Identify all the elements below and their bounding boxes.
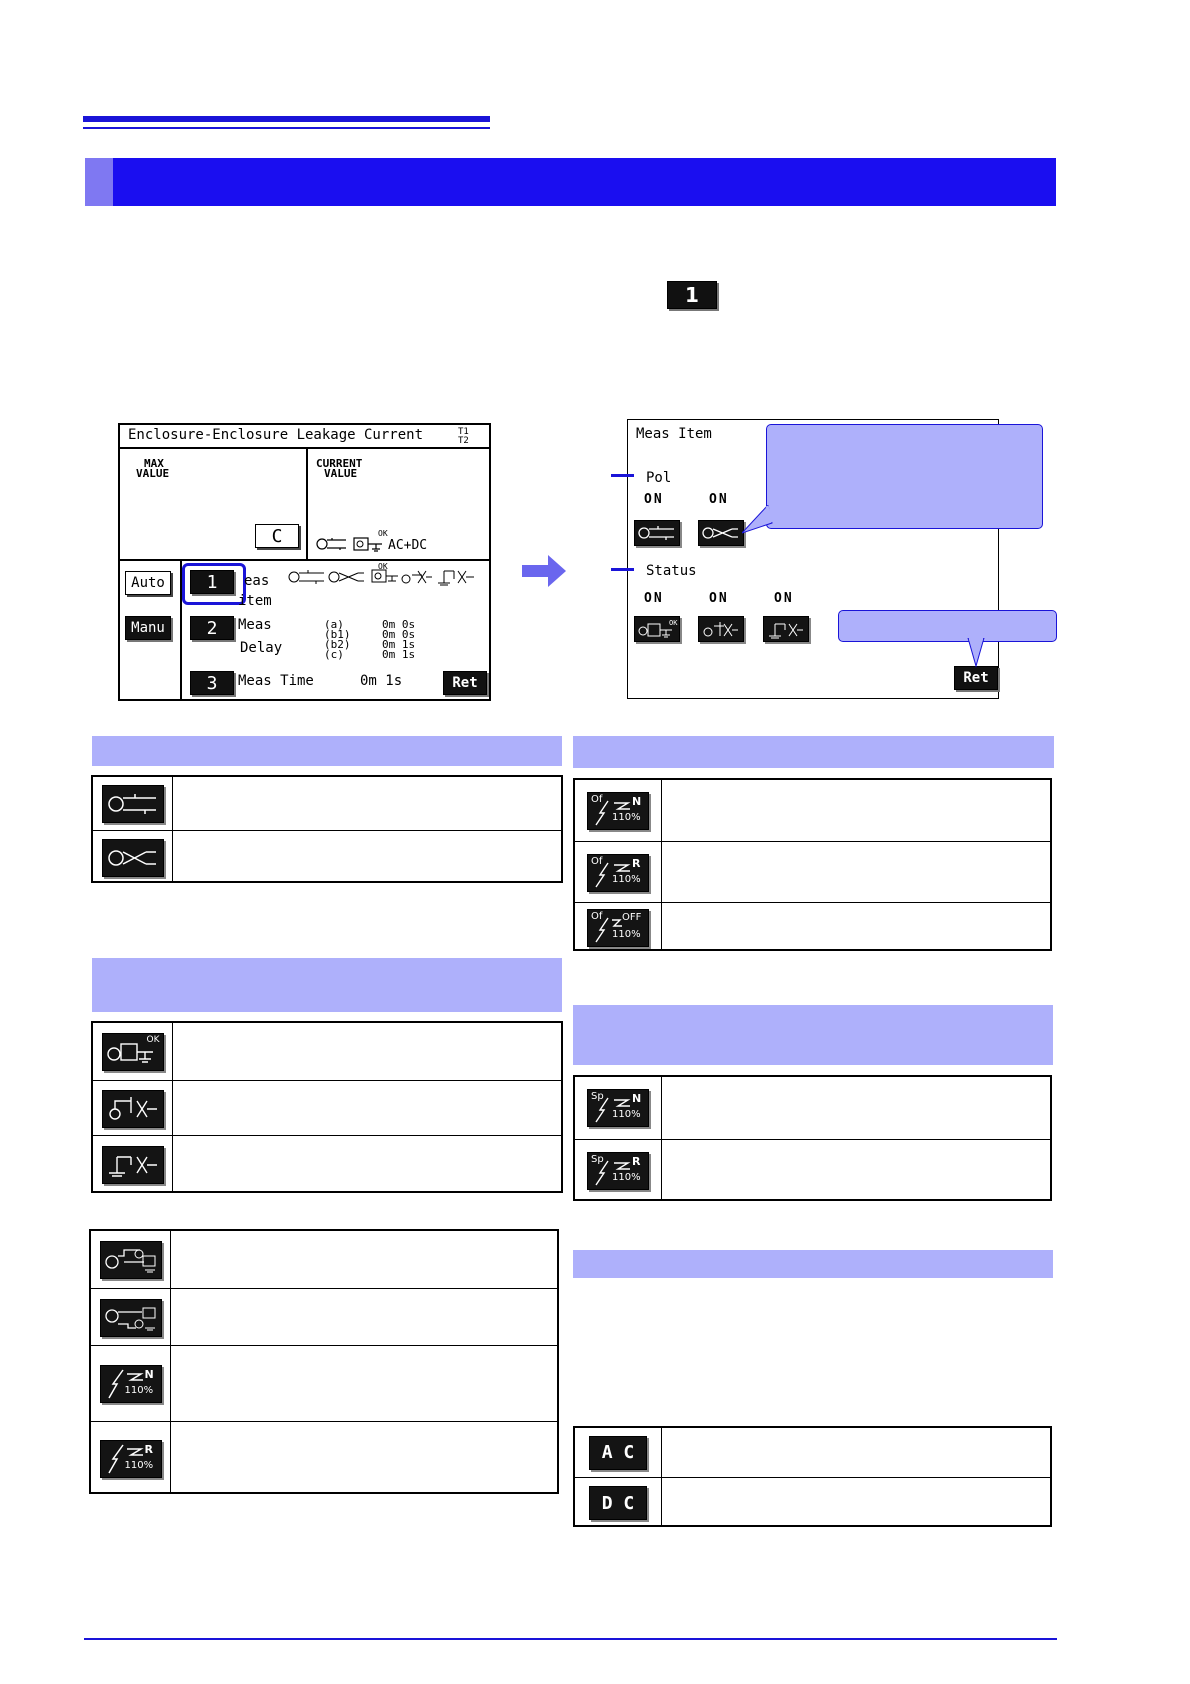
manu-button[interactable]: [125, 616, 171, 640]
applied-110-n-letter: N: [144, 1368, 154, 1381]
meas-item-ok-label: OK: [378, 562, 388, 571]
n-side-meter-icon: [103, 1302, 159, 1334]
table-row: [575, 902, 1050, 952]
delay-stage-labels: (a) (b1) (b2) (c): [324, 618, 351, 661]
pol-marker: [611, 474, 634, 477]
normal-condition-badge: [102, 1033, 164, 1071]
clear-button-label: C: [271, 525, 283, 547]
pol-reverse-on: ON: [709, 492, 729, 507]
sp-r-cell: [575, 1140, 661, 1202]
polarity-reverse-badge: [102, 839, 164, 877]
ret-callout: [838, 610, 1057, 642]
meas-time-value: 0m 1s: [360, 673, 403, 689]
status-marker: [611, 568, 634, 571]
table-row: [91, 1288, 557, 1346]
pol-normal-button[interactable]: [634, 520, 680, 546]
of-n-badge: [587, 792, 649, 830]
of-off-cell: [575, 903, 661, 952]
n-side-badge: [100, 1299, 162, 1337]
pol-normal-on: ON: [644, 492, 664, 507]
open-neutral-icon: [700, 618, 742, 640]
of-n-letter: N: [632, 794, 642, 808]
polarity-reverse-icon: [106, 843, 160, 873]
open-earth-badge: [102, 1146, 164, 1184]
screen1-title: Enclosure-Enclosure Leakage Current: [128, 427, 424, 443]
applied-110-r-cell: [91, 1422, 170, 1495]
applied-110-r-pct: 110%: [124, 1459, 154, 1471]
polarity-reverse-cell: [93, 831, 172, 884]
meas-item-label-1: eas: [244, 573, 270, 589]
meas-item-key-1[interactable]: [190, 570, 234, 594]
title-band: [85, 158, 1056, 206]
delay-stage-values: 0m 0s 0m 0s 0m 1s 0m 1s: [382, 618, 416, 661]
n-side-cell: [91, 1289, 170, 1346]
of-off-letter: OFF: [622, 911, 642, 923]
of-off-pct: 110%: [612, 928, 641, 940]
applied-110-n-cell: [91, 1346, 170, 1422]
table-row: [93, 830, 561, 884]
table-row: [575, 1077, 1050, 1139]
open-neutral-badge: [102, 1090, 164, 1128]
status-table: [91, 1021, 563, 1193]
meas-delay-label-2: Delay: [240, 640, 283, 656]
meas-item-label-2: item: [238, 593, 272, 609]
of-section-heading: [573, 736, 1054, 768]
status-open-neutral-button[interactable]: [698, 616, 744, 642]
open-earth-cell: [93, 1136, 172, 1194]
status-normal-on: ON: [644, 591, 664, 606]
table-row: [575, 1477, 1050, 1528]
status-label: Status: [646, 563, 697, 579]
of-r-of: Of: [591, 855, 603, 867]
open-earth-icon: [765, 618, 807, 640]
l-side-badge: [100, 1241, 162, 1279]
of-table: [573, 778, 1052, 951]
auto-button-label: Auto: [131, 575, 165, 591]
sp-n-pct: 110%: [612, 1109, 641, 1120]
ret-callout-pointer: [966, 638, 986, 668]
l-side-cell: [91, 1231, 170, 1288]
footer-rule: [84, 1638, 1057, 1640]
status-open-earth-button[interactable]: [763, 616, 809, 642]
status-open-earth-on: ON: [774, 591, 794, 606]
table-row: [93, 777, 561, 830]
sp-r-letter: R: [632, 1155, 641, 1168]
ac-label: A C: [601, 1442, 635, 1463]
sp-n-cell: [575, 1077, 661, 1139]
polarity-section-heading: [92, 736, 562, 766]
ac-cell: [575, 1428, 661, 1477]
table-row: [575, 841, 1050, 903]
sp-n-sp: Sp: [591, 1091, 604, 1102]
polarity-normal-icon: [106, 789, 160, 819]
meas-delay-label-1: Meas: [238, 617, 272, 633]
table-row: [575, 780, 1050, 841]
max-value-label-1: MAX: [144, 457, 164, 470]
clear-button[interactable]: [255, 524, 299, 548]
table-row: [93, 1135, 561, 1194]
dc-cell: [575, 1478, 661, 1528]
ac-badge: [589, 1436, 647, 1470]
sp-n-letter: N: [632, 1092, 642, 1105]
screen2-title: Meas Item: [636, 426, 712, 442]
manu-button-label: Manu: [131, 620, 165, 636]
polarity-normal-icon: [636, 522, 678, 544]
screen-leakage-current: [118, 423, 491, 701]
screen2-ret-button-label: Ret: [963, 670, 989, 686]
header-rule-thick: [83, 116, 490, 122]
polarity-callout-pointer: [742, 505, 774, 535]
title-band-tab: [85, 158, 113, 206]
of-r-cell: [575, 842, 661, 903]
polarity-reverse-icon: [700, 522, 742, 544]
header-rule-thin: [83, 127, 490, 129]
l-side-meter-icon: [103, 1244, 159, 1276]
current-value-label-1: CURRENT: [316, 457, 363, 470]
sp-r-pct: 110%: [612, 1172, 641, 1183]
current-value-label-2: VALUE: [324, 467, 358, 480]
meas-item-key-1-label: 1: [206, 571, 218, 593]
sp-r-sp: Sp: [591, 1154, 604, 1165]
meas-delay-key-2[interactable]: [190, 616, 234, 640]
dc-badge: [589, 1486, 647, 1520]
sp-n-badge: [587, 1089, 649, 1127]
of-n-pct: 110%: [612, 811, 641, 823]
normal-condition-ok: OK: [146, 1034, 160, 1045]
table-row: [93, 1080, 561, 1136]
key-1-label: 1: [685, 283, 699, 307]
meas-time-key-3[interactable]: [190, 671, 234, 695]
screen2-ret-button[interactable]: [954, 666, 998, 690]
screen1-ret-button[interactable]: [443, 671, 487, 695]
screen1-title-sub-bottom: T2: [458, 436, 469, 446]
screen1-ret-button-label: Ret: [452, 675, 478, 691]
acdc-table: [573, 1426, 1052, 1527]
of-r-badge: [587, 854, 649, 892]
meas-time-label: Meas Time: [238, 673, 314, 689]
of-r-letter: R: [632, 856, 641, 870]
applied-110-n-badge: [100, 1365, 162, 1403]
auto-button[interactable]: [125, 571, 171, 595]
pol-reverse-button[interactable]: [698, 520, 744, 546]
polarity-callout: [766, 424, 1043, 529]
screen1-value-divider: [306, 447, 308, 559]
status-section-heading: [92, 958, 562, 1012]
open-neutral-icon: [105, 1093, 161, 1125]
of-n-of: Of: [591, 793, 603, 805]
status-open-neutral-on: ON: [709, 591, 729, 606]
screen1-title-divider: [120, 447, 489, 449]
table-row: [91, 1345, 557, 1422]
of-n-cell: [575, 780, 661, 841]
table-row: [91, 1231, 557, 1288]
of-r-pct: 110%: [612, 873, 641, 885]
acdc-label: AC+DC: [388, 538, 428, 553]
applied-110-r-letter: R: [144, 1442, 153, 1456]
meas-delay-key-2-label: 2: [206, 617, 218, 639]
table-row: [575, 1139, 1050, 1202]
sp-table: [573, 1075, 1052, 1201]
pol-label: Pol: [646, 470, 672, 486]
current-ok-label: OK: [378, 529, 388, 538]
polarity-normal-badge: [102, 785, 164, 823]
polarity-table: [91, 775, 563, 883]
dc-label: D C: [601, 1492, 635, 1514]
open-earth-icon: [105, 1149, 161, 1181]
table-row: [91, 1421, 557, 1495]
screen1-title-sub-top: T1: [458, 427, 469, 437]
applied-110-r-badge: [100, 1440, 162, 1478]
polarity-normal-cell: [93, 777, 172, 830]
max-value-label-2: VALUE: [136, 467, 170, 480]
key-1-chip: [667, 281, 717, 309]
source-fault-table: [89, 1229, 559, 1494]
meas-time-key-3-label: 3: [206, 672, 218, 694]
status-normal-ok: OK: [669, 619, 678, 627]
sp-section-heading: [573, 1005, 1053, 1065]
acdc-section-heading: [573, 1250, 1053, 1278]
open-neutral-cell: [93, 1081, 172, 1136]
screen1-menu-divider: [120, 559, 489, 561]
applied-110-n-pct: 110%: [124, 1385, 154, 1396]
status-normal-button[interactable]: [634, 616, 680, 642]
table-row: [93, 1023, 561, 1080]
table-row: [575, 1428, 1050, 1477]
of-off-of: Of: [591, 910, 603, 922]
normal-condition-cell: [93, 1023, 172, 1080]
arrow-right-icon: [522, 553, 568, 589]
of-off-badge: [587, 909, 649, 947]
sp-r-badge: [587, 1152, 649, 1190]
